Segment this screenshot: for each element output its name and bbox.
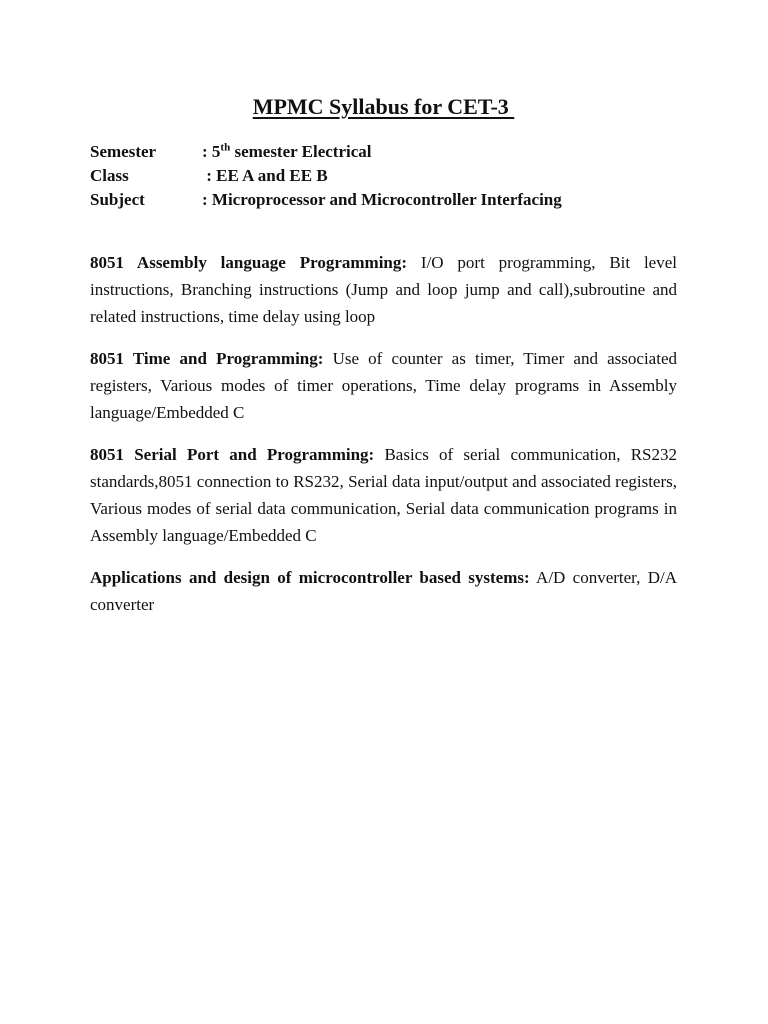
semester-value: [202, 140, 371, 164]
semester-prefix: : 5: [202, 142, 221, 161]
semester-row: [90, 140, 677, 164]
subject-value: : Microprocessor and Microcontroller Interfacing: [202, 190, 562, 209]
section-heading: 8051 Serial Port and Programming:: [90, 445, 375, 464]
section-body: A/D converter, D/A converter: [90, 568, 677, 614]
section-heading: Applications and design of microcontroller based systems:: [90, 568, 530, 587]
section-heading: 8051 Assembly language Programming:: [90, 253, 408, 272]
course-details: [90, 140, 677, 212]
section-timer-programming: [90, 345, 677, 426]
class-row: [90, 164, 677, 188]
subject-label: Subject: [90, 190, 145, 209]
document-title: MPMC Syllabus for CET-3: [252, 94, 515, 119]
class-value: : EE A and EE B: [202, 166, 328, 185]
subject-row: [90, 188, 677, 212]
section-heading: 8051 Time and Programming:: [90, 349, 324, 368]
section-body: Basics of serial communication, RS232 standards,8051 connection to RS232, Serial data input/output and associated registers, Various modes of serial data communication, Serial data communication programs in Assembly language/Embedded C: [90, 445, 677, 545]
section-body: Use of counter as timer, Timer and associated registers, Various modes of timer operations, Time delay programs in Assembly language/Embedded C: [90, 349, 677, 422]
class-label: Class: [90, 166, 129, 185]
section-applications: [90, 564, 677, 618]
section-serial-port: [90, 441, 677, 549]
section-assembly-programming: [90, 249, 677, 330]
section-body: I/O port programming, Bit level instructions, Branching instructions (Jump and loop jump and call),subroutine and related instructions, time delay using loop: [90, 253, 677, 326]
semester-ordinal: th: [220, 141, 231, 154]
document-page: [90, 94, 677, 633]
semester-label: Semester: [90, 142, 157, 161]
semester-suffix: semester Electrical: [230, 142, 372, 161]
